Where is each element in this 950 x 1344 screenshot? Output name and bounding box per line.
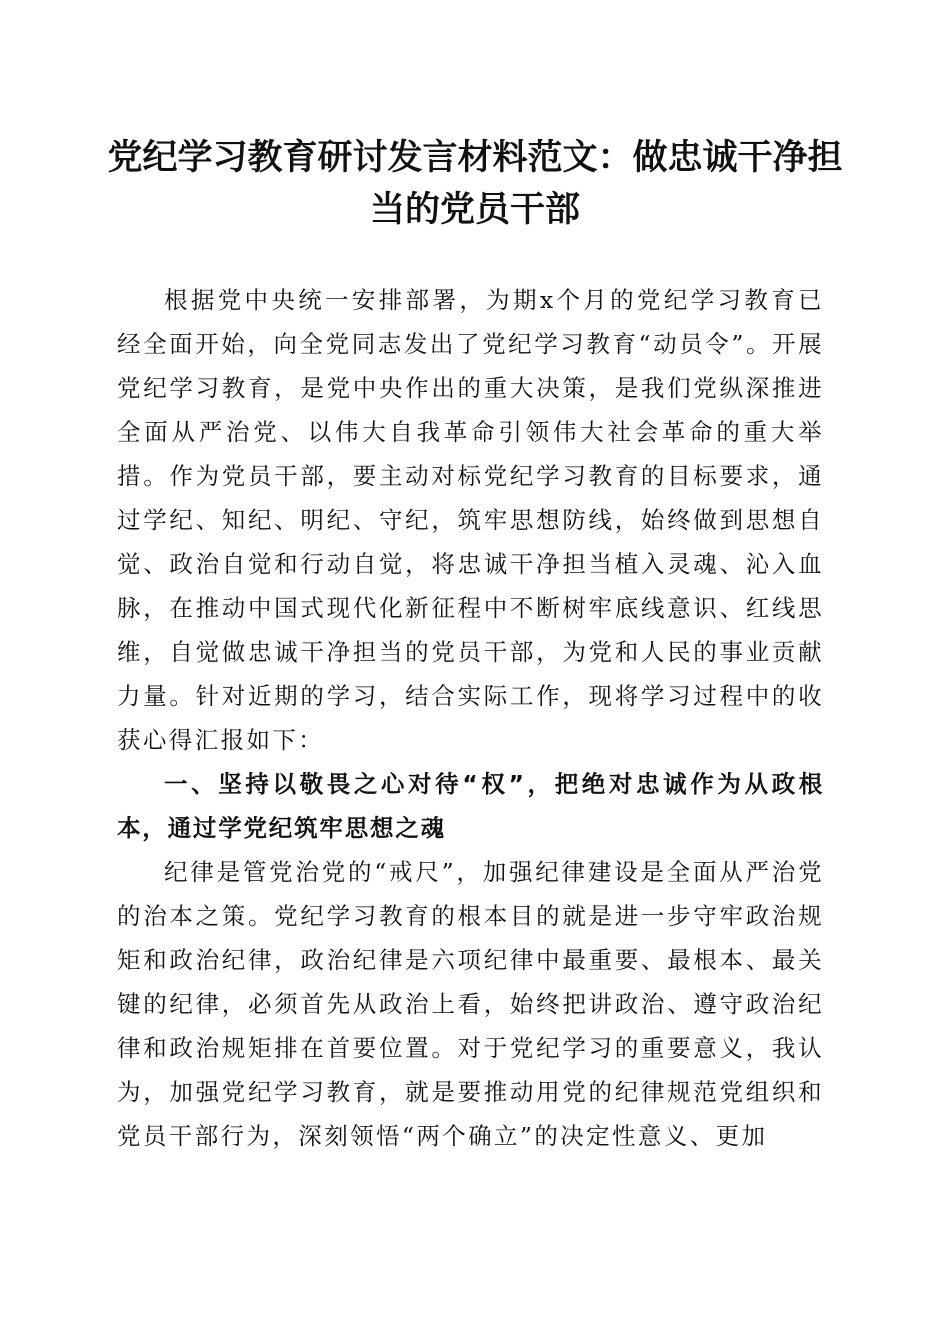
document-body <box>117 278 824 1158</box>
document-title: 党纪学习教育研讨发言材料范文：做忠诚干净担当的党员干部 <box>107 137 843 230</box>
intro-paragraph: 根据党中央统一安排部署，为期x个月的党纪学习教育已经全面开始，向全党同志发出了党纪学习教育“动员令”。开展党纪学习教育，是党中央作出的重大决策，是我们党纵深推进全面从严治党、以伟大自我革命引领伟大社会革命的重大举措。作为党员干部，要主动对标党纪学习教育的目标要求，通过学纪、知纪、明纪、守纪，筑牢思想防线，始终做到思想自觉、政治自觉和行动自觉，将忠诚干净担当植入灵魂、沁入血脉，在推动中国式现代化新征程中不断树牢底线意识、红线思维，自觉做忠诚干净担当的党员干部，为党和人民的事业贡献力量。针对近期的学习，结合实际工作，现将学习过程中的收获心得汇报如下： <box>117 286 824 754</box>
section-1-paragraph: 纪律是管党治党的“戒尺”，加强纪律建设是全面从严治党的治本之策。党纪学习教育的根本目的就是进一步守牢政治规矩和政治纪律，政治纪律是六项纪律中最重要、最根本、最关键的纪律，必须首先从政治上看，始终把讲政治、遵守政治纪律和政治规矩排在首要位置。对于党纪学习的重要意义，我认为，加强党纪学习教育，就是要推动用党的纪律规范党组织和党员干部行为，深刻领悟“两个确立”的决定性意义、更加 <box>117 858 824 1150</box>
section-heading-1: 一、坚持以敬畏之心对待“权”，把绝对忠诚作为从政根本，通过学党纪筑牢思想之魂 <box>117 770 824 842</box>
